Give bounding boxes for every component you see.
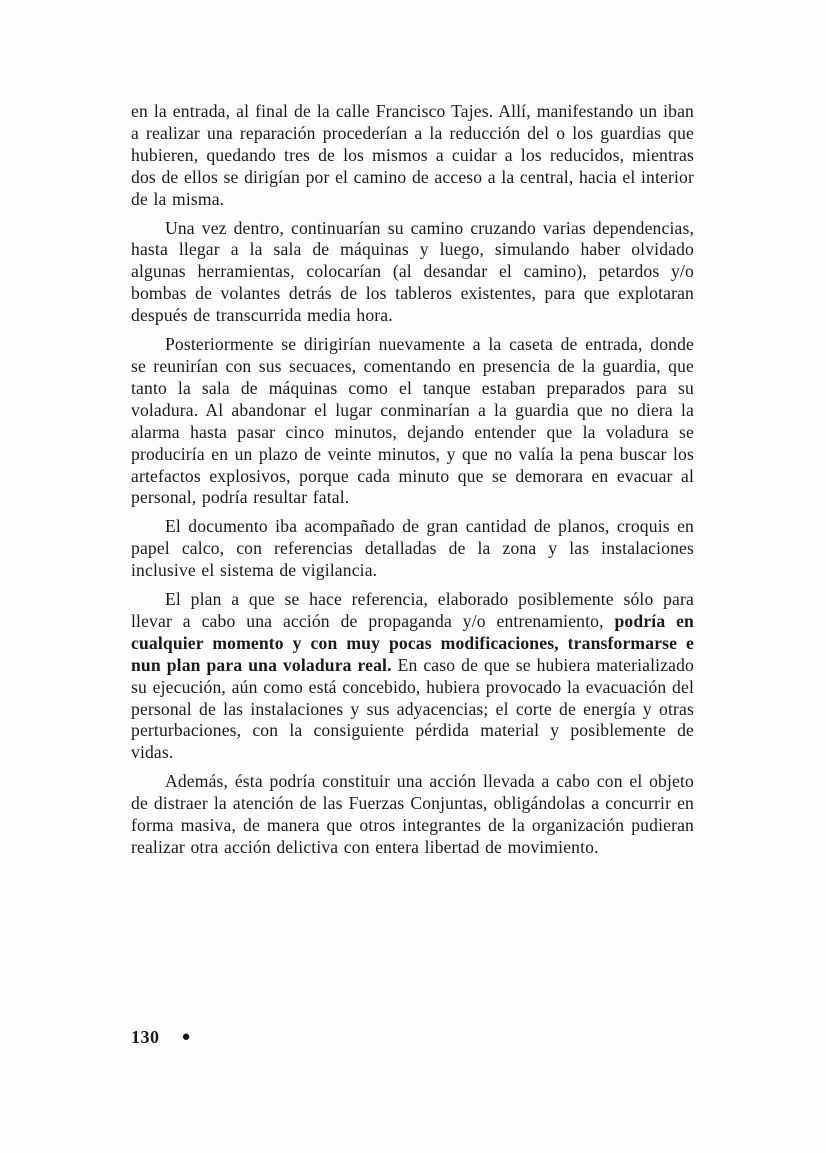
bullet-icon: ● [181,1029,191,1045]
paragraph-5-emphasis: podría en cualquier momento y con muy pocas modificaciones, transformarse e nun plan para una voladura real. [131,610,694,675]
paragraph-6: Además, ésta podría constituir una acción llevada a cabo con el objeto de distraer la atención de las Fuerzas Conjuntas, obligándolas a concurrir en forma masiva, de manera que otros integrantes de la organización pudieran realizar otra acción delictiva con entera libertad de movimiento. [131,771,694,857]
paragraph-5-lead: El plan a que se hace referencia, elaborado posiblemente sólo para llevar a cabo una acción de propaganda y/o entrenamiento, [131,589,694,631]
body-text [131,101,694,866]
paragraph-1: en la entrada, al final de la calle Francisco Tajes. Allí, manifestando un iban a realizar una reparación procederían a la reducción del o los guardias que hubieren, quedando tres de los mismos a cuidar a los reducidos, mientras dos de ellos se dirigían por el camino de acceso a la central, hacia el interior de la misma. [131,101,694,209]
paragraph-5-tail: En caso de que se hubiera materializado su ejecución, aún como está concebido, hubiera provocado la evacuación del personal de las instalaciones y sus adyacencias; el corte de energía y otras perturbaciones, con la consiguiente pérdida material y posiblemente de vidas. [131,654,695,763]
page-number: 130 [131,1027,160,1047]
paragraph-2: Una vez dentro, continuarían su camino cruzando varias dependencias, hasta llegar a la sala de máquinas y luego, simulando haber olvidado algunas herramientas, colocarían (al desandar el camino), petardos y/o bombas de volantes detrás de los tableros existentes, para que explotaran después de transcurrida media hora. [131,217,694,326]
paragraph-4: El documento iba acompañado de gran cantidad de planos, croquis en papel calco, con referencias detalladas de la zona y las instalaciones inclusive el sistema de vigilancia. [131,516,694,581]
page-footer [131,1027,191,1048]
paragraph-5 [131,589,694,764]
paragraph-3: Posteriormente se dirigirían nuevamente a la caseta de entrada, donde se reunirían con sus secuaces, comentando en presencia de la guardia, que tanto la sala de máquinas como el tanque estaban preparados para su voladura. Al abandonar el lugar conminarían a la guardia que no diera la alarma hasta pasar cinco minutos, dejando entender que la voladura se produciría en un plazo de veinte minutos, y que no valía la pena buscar los artefactos explosivos, porque cada minuto que se demorara en evacuar al personal, podría resultar fatal. [131,334,694,508]
